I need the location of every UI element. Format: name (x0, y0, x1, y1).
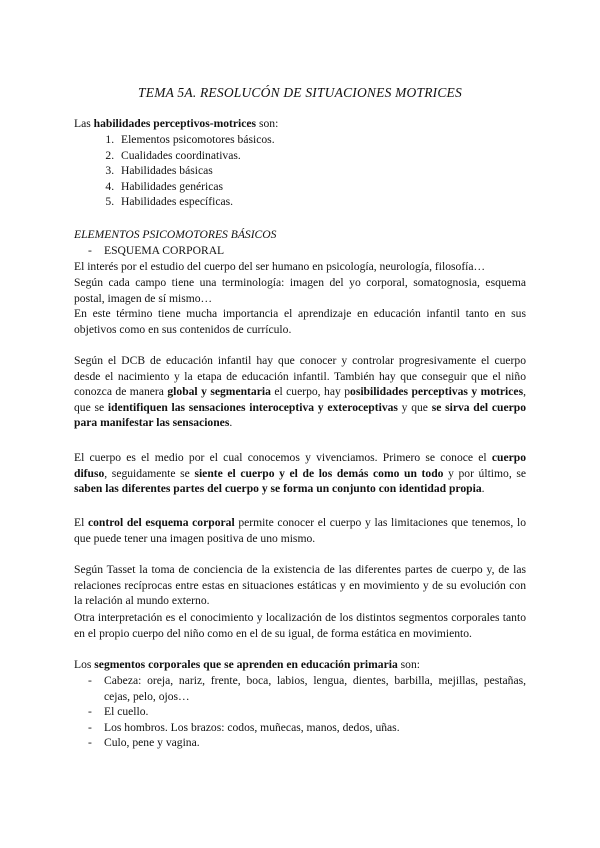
paragraph-9 (74, 657, 526, 673)
list-item: 1. Elementos psicomotores básicos. (117, 132, 569, 148)
paragraph-4 (74, 353, 526, 431)
subheading: ESQUEMA CORPORAL (104, 244, 225, 257)
list-item-text: El cuello. (104, 705, 149, 719)
p5-text: . (481, 482, 485, 496)
list-item: 2. Cualidades coordinativas. (117, 148, 569, 164)
p4-text: , que se (74, 385, 526, 414)
list-item: 3. Habilidades básicas (117, 163, 569, 179)
skills-list (74, 132, 569, 210)
paragraph-1: El interés por el estudio del cuerpo del ser humano en psicología, neurología, filosofía… (74, 260, 486, 273)
list-item: 5. Habilidades específicas. (117, 194, 569, 210)
intro-line (74, 116, 526, 132)
p4-text: . (229, 416, 233, 430)
list-item (74, 673, 526, 704)
list-item (74, 720, 526, 736)
segments-list (74, 673, 526, 751)
dash-bullet: - (88, 674, 92, 687)
p4-text: y que (397, 400, 432, 414)
p6-text: permite conocer el cuerpo y las limitaciones que tenemos, lo que puede tener una imagen positiva de uno mismo. (74, 516, 527, 545)
intro-bold: habilidades perceptivos-motrices (93, 117, 257, 130)
p4-bold: se sirva del cuerpo para manifestar las sensaciones (74, 400, 526, 430)
p5-bold: saben las diferentes partes del cuerpo y se forma un conjunto con identidad propia (74, 482, 482, 496)
intro-post: son: (256, 117, 279, 130)
p4-bold: global y segmentaria (167, 385, 271, 399)
p4-bold: identifiquen las sensaciones interoceptiva y exteroceptivas (107, 400, 398, 414)
p5-text: El cuerpo es el medio por el cual conocemos y vivenciamos. Primero se conoce el (74, 451, 492, 464)
paragraph-8: Otra interpretación es el conocimiento y localización de los distintos segmentos corporales tanto en el propio cuerpo del niño como en el de su igual, de forma estática en movimiento. (74, 611, 526, 640)
dash-bullet: - (88, 705, 92, 719)
paragraph-2: Según cada campo tiene una terminología: imagen del yo corporal, somatognosia, esquema postal, imagen de sí mismo… (74, 276, 526, 305)
paragraph-6 (74, 515, 526, 546)
list-item (74, 704, 526, 720)
dash-bullet: - (88, 720, 92, 734)
list-item (74, 735, 526, 751)
section-heading: ELEMENTOS PSICOMOTORES BÁSICOS (74, 228, 277, 241)
p5-text: , seguidamente se (104, 466, 195, 480)
list-item: 4. Habilidades genéricas (117, 179, 569, 195)
p5-bold: cuerpo difuso (74, 451, 526, 480)
dash-bullet: - (88, 244, 92, 257)
p5-bold: siente el cuerpo y el de los demás como un todo (194, 466, 444, 480)
subheading-line (74, 243, 526, 259)
paragraph-5 (74, 450, 526, 497)
p4-bold: osibilidades perceptivas y motrices (350, 385, 524, 399)
intro-pre: Las (74, 117, 94, 130)
p6-text: El (74, 516, 88, 529)
list-item-text: Cabeza: oreja, nariz, frente, boca, labios, lengua, dientes, barbilla, mejillas, pestañas, cejas, pelo, ojos… (104, 674, 526, 703)
paragraph-3: En este término tiene mucha importancia el aprendizaje en educación infantil tanto en sus objetivos como en sus contenidos de currículo. (74, 307, 526, 336)
p9-text: son: (397, 658, 420, 671)
p9-text: Los (74, 658, 95, 671)
document-title: TEMA 5A. RESOLUCÓN DE SITUACIONES MOTRICES (138, 85, 462, 100)
p4-text: Según el DCB de educación infantil hay que conocer y controlar progresivamente el cuerpo desde el nacimiento y la etapa de educación infantil. También hay que conseguir que el niño conozca de manera (74, 354, 526, 399)
paragraph-7: Según Tasset la toma de conciencia de la existencia de las diferentes partes de cuerpo y, de las relaciones recíprocas entre estas en situaciones estáticas y en movimiento y de su evolución con la relación al mundo externo. (74, 563, 526, 608)
list-item-text: Culo, pene y vagina. (104, 736, 200, 750)
p5-text: y por último, se (443, 466, 526, 480)
p9-bold: segmentos corporales que se aprenden en educación primaria (94, 658, 398, 671)
list-item-text: Los hombros. Los brazos: codos, muñecas, manos, dedos, uñas. (104, 720, 400, 734)
p6-bold: control del esquema corporal (87, 516, 235, 529)
dash-bullet: - (88, 736, 92, 750)
p4-text: el cuerpo, hay p (270, 385, 351, 399)
